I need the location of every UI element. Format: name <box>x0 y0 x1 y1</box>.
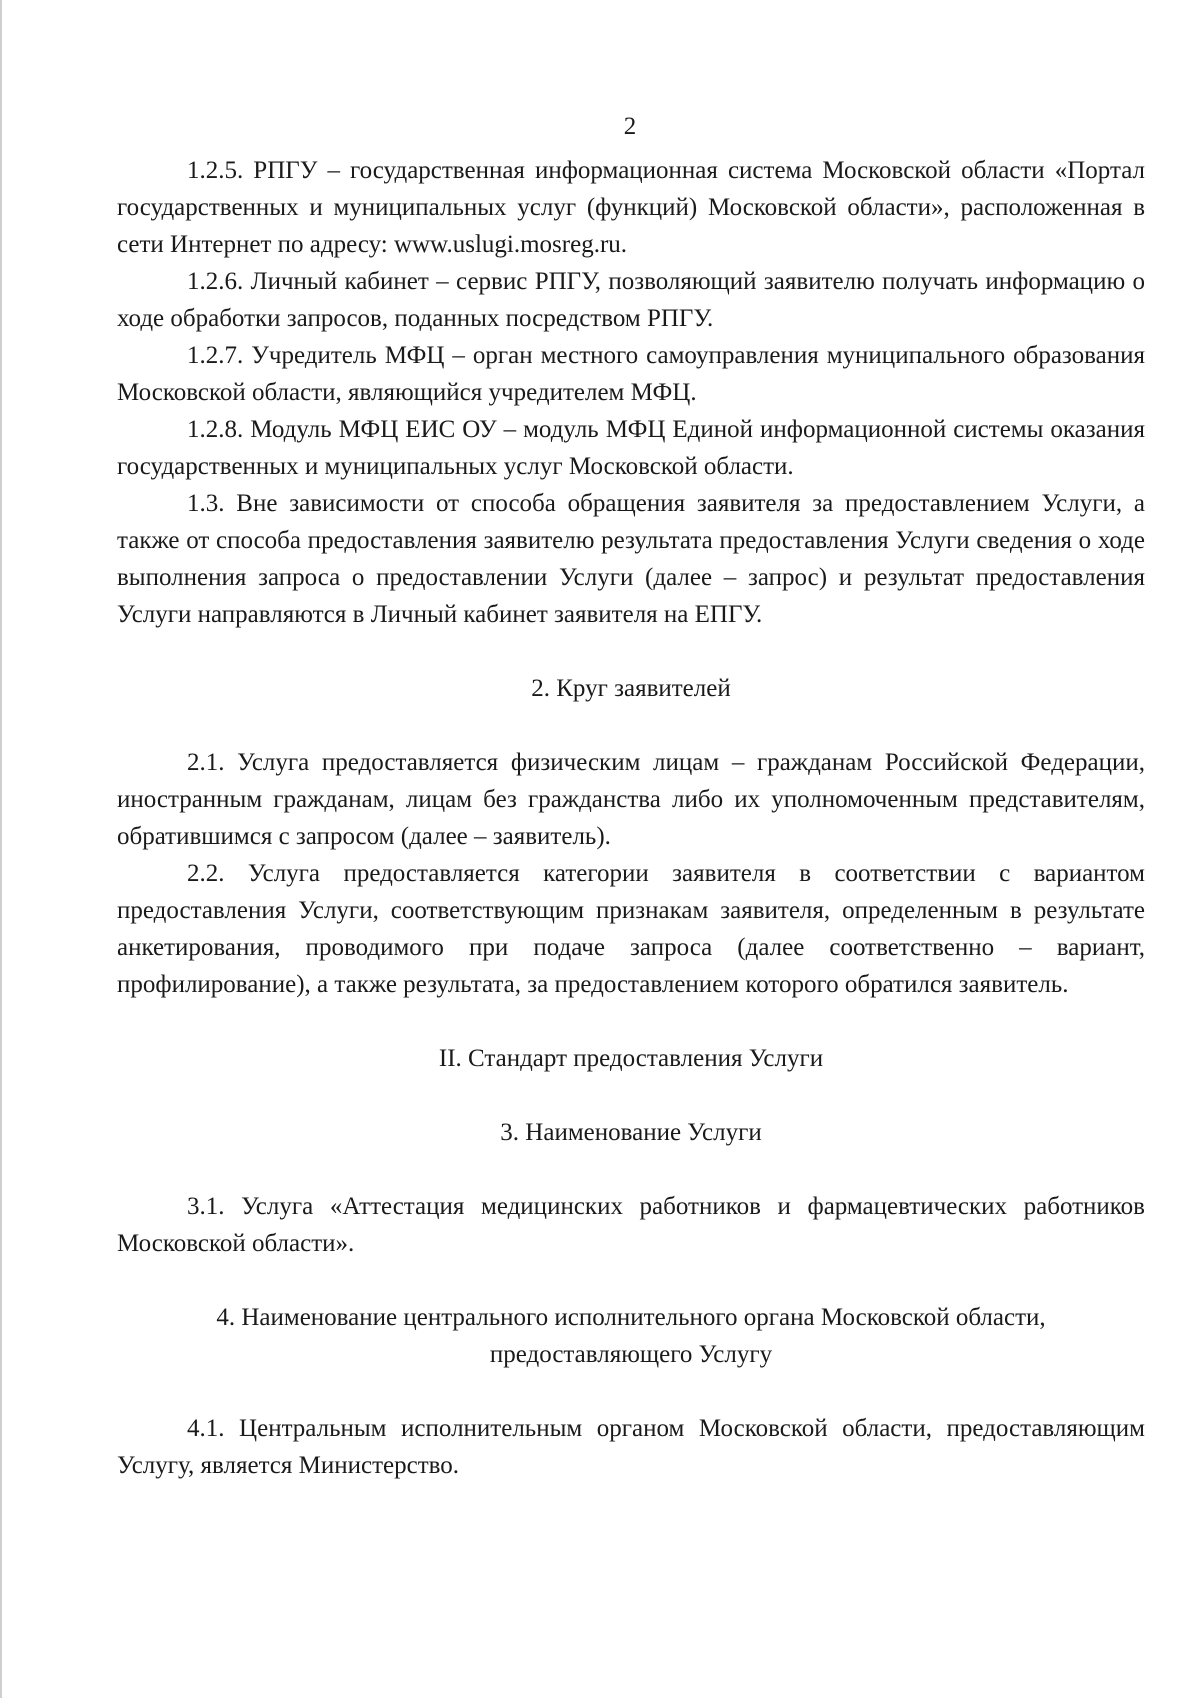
paragraph-4-1: 4.1. Центральным исполнительным органом Московской области, предоставляющим Услугу, является Министерство. <box>117 1415 1145 1479</box>
section-4-heading-line-1: 4. Наименование центрального исполнительного органа Московской области, <box>216 1304 1046 1331</box>
paragraph-1-2-6: 1.2.6. Личный кабинет – сервис РПГУ, позволяющий заявителю получать информацию о ходе обработки запросов, поданных посредством РПГУ. <box>117 268 1145 332</box>
paragraph-3-1: 3.1. Услуга «Аттестация медицинских работников и фармацевтических работников Московской области». <box>117 1193 1145 1257</box>
part-2-heading: II. Стандарт предоставления Услуги <box>438 1045 824 1072</box>
paragraph-1-2-8: 1.2.8. Модуль МФЦ ЕИС ОУ – модуль МФЦ Единой информационной системы оказания государственных и муниципальных услуг Московской области. <box>117 416 1145 480</box>
page-number: 2 <box>623 113 637 140</box>
paragraph-1-2-7: 1.2.7. Учредитель МФЦ – орган местного самоуправления муниципального образования Московской области, являющийся учредителем МФЦ. <box>117 342 1145 406</box>
section-4-heading-line-2: предоставляющего Услугу <box>489 1341 773 1368</box>
paragraph-2-1: 2.1. Услуга предоставляется физическим лицам – гражданам Российской Федерации, иностранным гражданам, лицам без гражданства либо их уполномоченным представителям, обратившимся с запросом (далее – заявитель). <box>117 749 1145 850</box>
paragraph-2-2: 2.2. Услуга предоставляется категории заявителя в соответствии с вариантом предоставления Услуги, соответствующим признакам заявителя, определенным в результате анкетирования, проводимого при подаче запроса (далее соответственно – вариант, профилирование), а также результата, за предоставлением которого обратился заявитель. <box>117 860 1145 998</box>
section-3-heading: 3. Наименование Услуги <box>500 1119 762 1146</box>
paragraph-1-2-5: 1.2.5. РПГУ – государственная информационная система Московской области «Портал государственных и муниципальных услуг (функций) Московской области», расположенная в сети Интернет по адресу: www.uslugi.mosreg.ru. <box>117 157 1145 258</box>
scan-edge <box>0 0 2 1698</box>
paragraph-1-3: 1.3. Вне зависимости от способа обращения заявителя за предоставлением Услуги, а также от способа предоставления заявителю результата предоставления Услуги сведения о ходе выполнения запроса о предоставлении Услуги (далее – запрос) и результат предоставления Услуги направляются в Личный кабинет заявителя на ЕПГУ. <box>117 490 1145 628</box>
document-body <box>117 152 1145 1484</box>
section-2-heading: 2. Круг заявителей <box>531 675 731 702</box>
